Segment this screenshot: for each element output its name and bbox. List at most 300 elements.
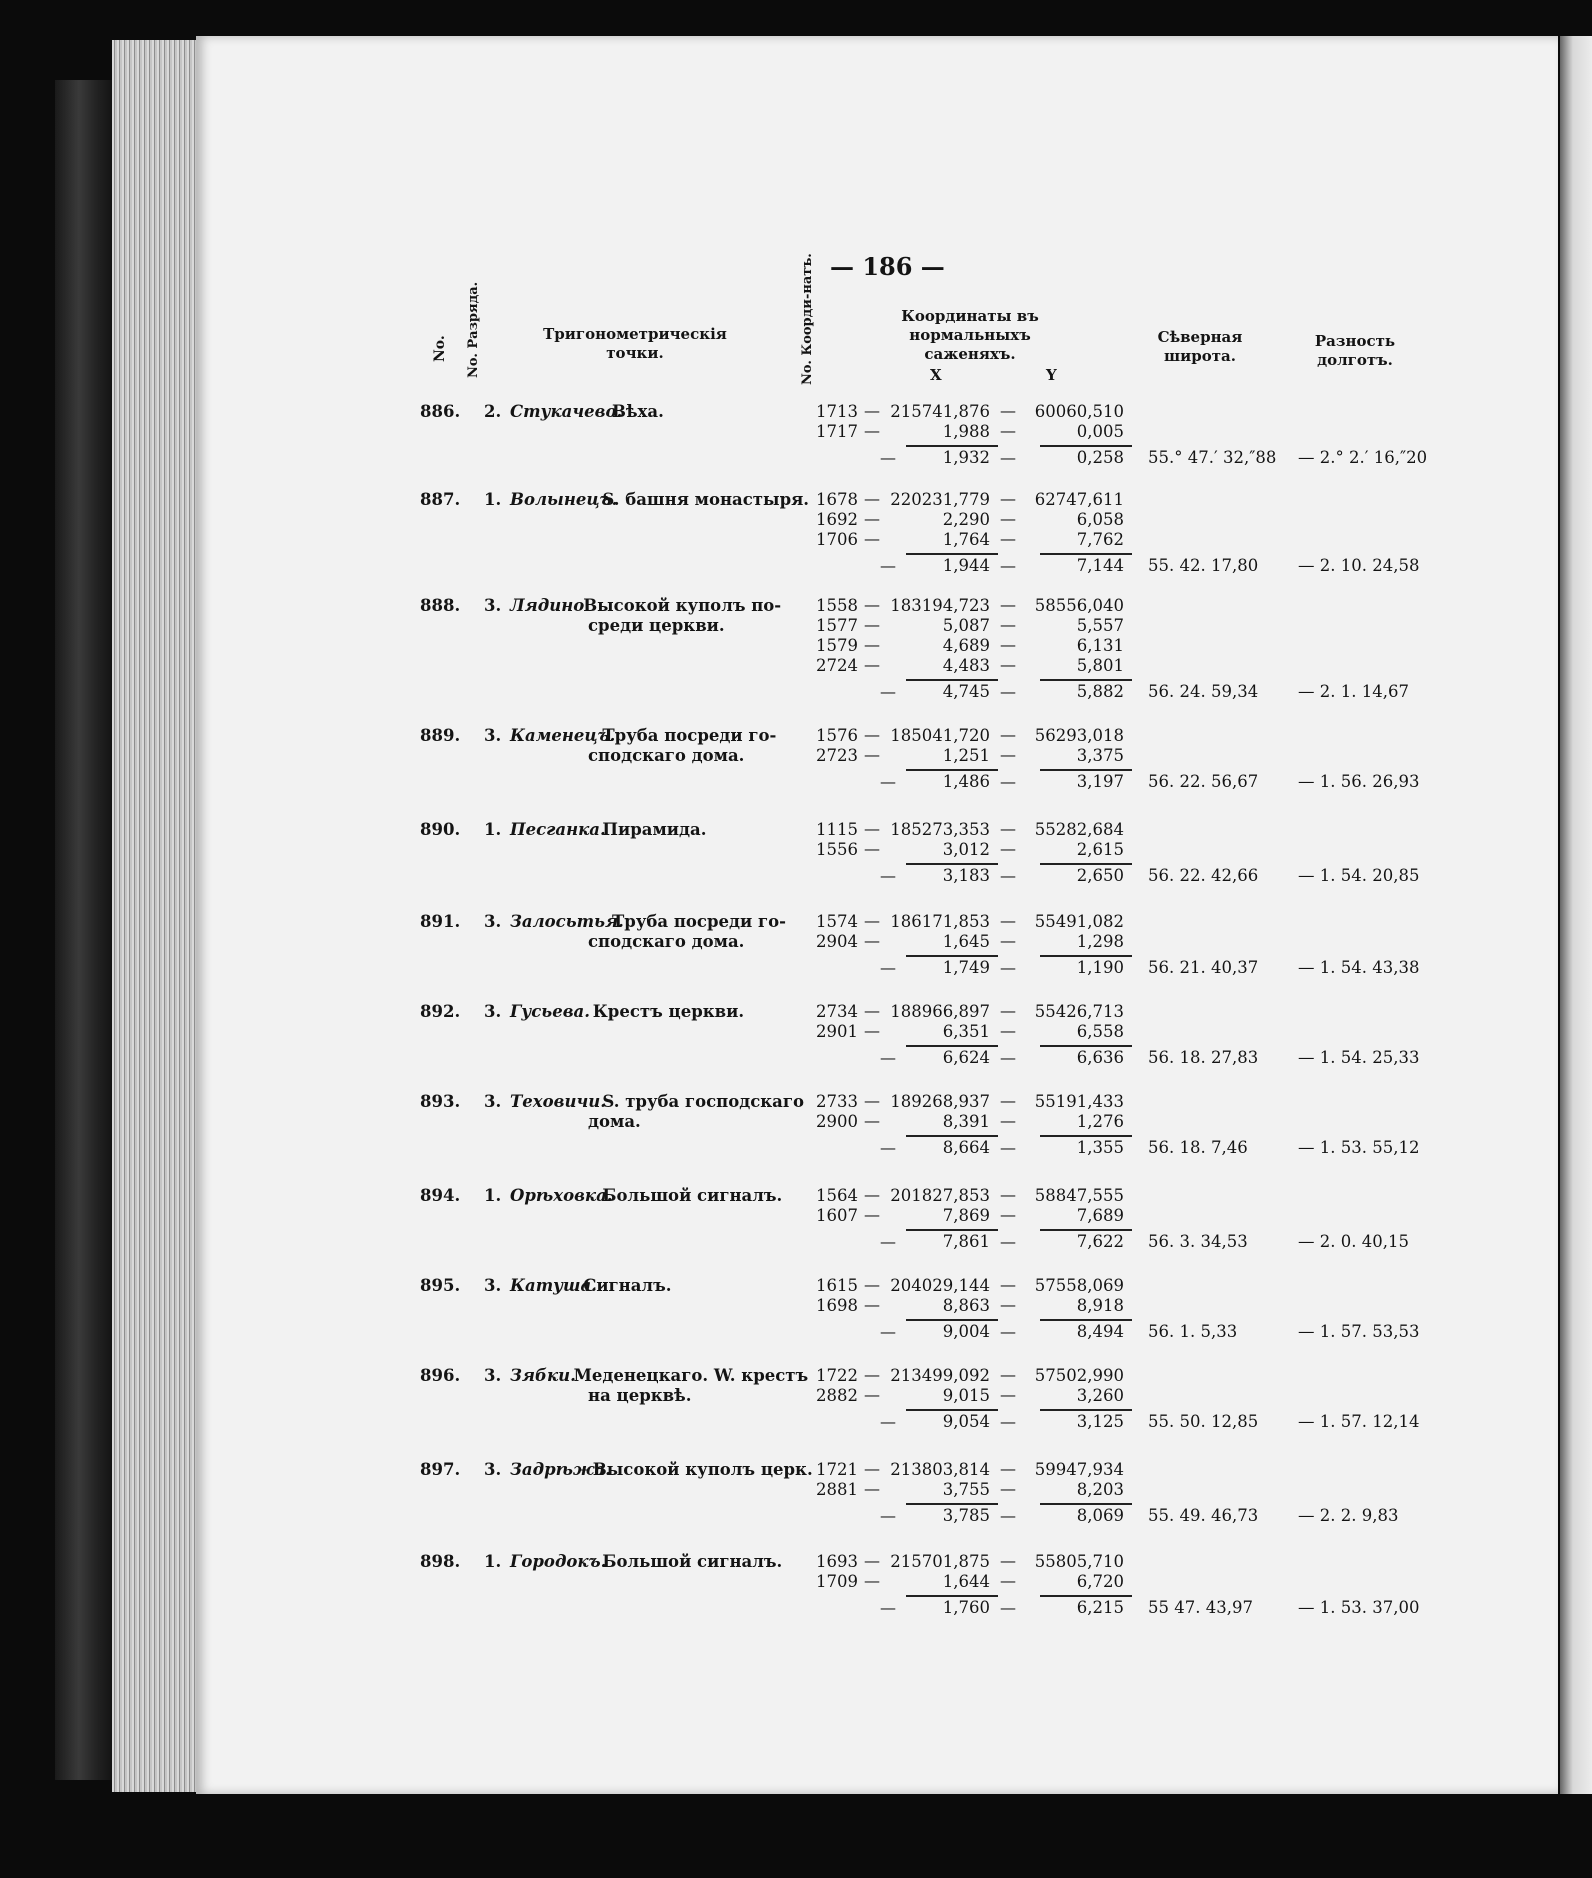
sum-rule <box>1040 1319 1132 1321</box>
coord-number: 1709 <box>816 1572 858 1591</box>
dash-separator: — <box>864 1365 880 1384</box>
entry-place: Задрѣжа. <box>510 1460 611 1479</box>
dash-separator: — <box>1000 401 1016 420</box>
coord-y: 1,298 <box>1076 932 1124 951</box>
latitude: 56. 24. 59,34 <box>1148 682 1259 701</box>
sum-rule <box>906 553 998 555</box>
coord-x: 213803,814 <box>890 1460 990 1479</box>
dash-separator: — <box>1000 1232 1016 1251</box>
entry-description: Сигналъ. <box>583 1276 672 1295</box>
dash-separator: — <box>1000 745 1016 764</box>
latitude: 56. 22. 42,66 <box>1148 866 1259 885</box>
entry-description: Большой сигналъ. <box>602 1552 783 1571</box>
coord-x: 4,689 <box>942 636 990 655</box>
result-x: 8,664 <box>942 1138 990 1157</box>
result-y: 5,882 <box>1076 682 1124 701</box>
coord-y: 6,131 <box>1076 636 1124 655</box>
dash-separator: — <box>1000 529 1016 548</box>
entry-place: Песганка. <box>510 820 606 839</box>
result-x: 1,749 <box>942 958 990 977</box>
sum-rule <box>906 1045 998 1047</box>
coord-x: 220231,779 <box>890 490 990 509</box>
entry-description: Высокой куполъ по- <box>583 596 782 615</box>
dash-separator: — <box>880 1322 896 1341</box>
entry-no: 898. <box>420 1552 461 1571</box>
coord-x: 8,391 <box>942 1112 990 1131</box>
longitude-difference: — 2. 10. 24,58 <box>1298 556 1420 575</box>
coord-y: 55191,433 <box>1034 1092 1124 1111</box>
dash-separator: — <box>1000 725 1016 744</box>
sum-rule <box>906 863 998 865</box>
coord-x: 186171,853 <box>890 912 990 931</box>
dash-separator: — <box>1000 489 1016 508</box>
header-longitude: Разность долготъ. <box>1314 332 1396 369</box>
dash-separator: — <box>864 1021 880 1040</box>
coord-y: 6,558 <box>1076 1022 1124 1041</box>
dash-separator: — <box>1000 866 1016 885</box>
dash-separator: — <box>1000 1295 1016 1314</box>
dash-separator: — <box>864 1091 880 1110</box>
result-x: 6,624 <box>942 1048 990 1067</box>
result-x: 9,004 <box>942 1322 990 1341</box>
coord-y: 57502,990 <box>1034 1366 1124 1385</box>
coord-number: 1579 <box>816 636 858 655</box>
result-y: 8,494 <box>1076 1322 1124 1341</box>
coord-x: 9,015 <box>942 1386 990 1405</box>
result-y: 6,636 <box>1076 1048 1124 1067</box>
coord-x: 201827,853 <box>890 1186 990 1205</box>
entry-place: Катуша. <box>510 1276 597 1295</box>
dash-separator: — <box>1000 772 1016 791</box>
entry-description: среди церкви. <box>588 616 725 635</box>
coord-number: 2733 <box>816 1092 858 1111</box>
latitude: 56. 1. 5,33 <box>1148 1322 1238 1341</box>
coord-y: 8,203 <box>1076 1480 1124 1499</box>
dash-separator: — <box>880 1598 896 1617</box>
dash-separator: — <box>1000 1551 1016 1570</box>
dash-separator: — <box>864 615 880 634</box>
coord-x: 6,351 <box>942 1022 990 1041</box>
result-x: 1,932 <box>942 448 990 467</box>
dash-separator: — <box>864 1275 880 1294</box>
coord-x: 215741,876 <box>890 402 990 421</box>
sum-rule <box>906 1319 998 1321</box>
header-no: No. <box>432 335 448 362</box>
coord-x: 215701,875 <box>890 1552 990 1571</box>
result-x: 1,944 <box>942 556 990 575</box>
result-x: 3,183 <box>942 866 990 885</box>
dash-separator: — <box>1000 1275 1016 1294</box>
entry-description: дома. <box>588 1112 641 1131</box>
coord-number: 2724 <box>816 656 858 675</box>
dash-separator: — <box>1000 655 1016 674</box>
entry-place: Лядино. <box>510 596 590 615</box>
dash-separator: — <box>1000 682 1016 701</box>
coord-x: 3,755 <box>942 1480 990 1499</box>
coord-y: 1,276 <box>1076 1112 1124 1131</box>
dash-separator: — <box>864 1205 880 1224</box>
coord-y: 3,375 <box>1076 746 1124 765</box>
entry-place: Теховичи. <box>510 1092 606 1111</box>
entry-class: 3. <box>484 1460 502 1479</box>
dash-separator: — <box>1000 1412 1016 1431</box>
dash-separator: — <box>1000 1365 1016 1384</box>
dash-separator: — <box>1000 1598 1016 1617</box>
dash-separator: — <box>864 655 880 674</box>
coord-number: 1692 <box>816 510 858 529</box>
coord-number: 1693 <box>816 1552 858 1571</box>
sum-rule <box>1040 1045 1132 1047</box>
latitude: 56. 3. 34,53 <box>1148 1232 1248 1251</box>
result-y: 3,197 <box>1076 772 1124 791</box>
entry-class: 3. <box>484 596 502 615</box>
coord-y: 8,918 <box>1076 1296 1124 1315</box>
entry-description: Высокой куполъ церк. <box>592 1460 813 1479</box>
longitude-difference: — 1. 53. 37,00 <box>1298 1598 1420 1617</box>
longitude-difference: — 1. 57. 12,14 <box>1298 1412 1420 1431</box>
coord-number: 2734 <box>816 1002 858 1021</box>
dash-separator: — <box>880 772 896 791</box>
dash-separator: — <box>880 866 896 885</box>
entry-place: Гусьева. <box>510 1002 590 1021</box>
dash-separator: — <box>1000 1138 1016 1157</box>
coord-x: 2,290 <box>942 510 990 529</box>
dash-separator: — <box>864 745 880 764</box>
coord-x: 7,869 <box>942 1206 990 1225</box>
entry-class: 3. <box>484 1366 502 1385</box>
dash-separator: — <box>864 1185 880 1204</box>
dash-separator: — <box>864 1571 880 1590</box>
coord-number: 1115 <box>816 820 858 839</box>
entry-description: S. труба господскаго <box>602 1092 804 1111</box>
header-coord-no: No. Коорди-натъ. <box>800 253 815 385</box>
sum-rule <box>1040 1503 1132 1505</box>
dash-separator: — <box>1000 509 1016 528</box>
coord-x: 189268,937 <box>890 1092 990 1111</box>
entry-no: 890. <box>420 820 461 839</box>
entry-description: Труба посреди го- <box>602 726 777 745</box>
longitude-difference: — 1. 54. 20,85 <box>1298 866 1420 885</box>
coord-x: 5,087 <box>942 616 990 635</box>
entry-description: Крестъ церкви. <box>592 1002 745 1021</box>
dash-separator: — <box>1000 1185 1016 1204</box>
sum-rule <box>906 1229 998 1231</box>
sum-rule <box>906 1503 998 1505</box>
coord-x: 8,863 <box>942 1296 990 1315</box>
coord-number: 1556 <box>816 840 858 859</box>
entry-place: Волынецъ. <box>510 490 618 509</box>
coord-y: 7,689 <box>1076 1206 1124 1225</box>
dash-separator: — <box>880 958 896 977</box>
coord-x: 4,483 <box>942 656 990 675</box>
coord-number: 1706 <box>816 530 858 549</box>
sum-rule <box>1040 863 1132 865</box>
entry-class: 1. <box>484 1552 502 1571</box>
coord-x: 1,645 <box>942 932 990 951</box>
entry-no: 891. <box>420 912 461 931</box>
sum-rule <box>906 679 998 681</box>
result-x: 1,486 <box>942 772 990 791</box>
coord-number: 1721 <box>816 1460 858 1479</box>
dash-separator: — <box>880 1138 896 1157</box>
header-y: Y <box>1046 366 1057 384</box>
dash-separator: — <box>864 421 880 440</box>
dash-separator: — <box>1000 1048 1016 1067</box>
result-y: 1,355 <box>1076 1138 1124 1157</box>
entry-class: 3. <box>484 912 502 931</box>
dash-separator: — <box>864 911 880 930</box>
latitude: 55. 49. 46,73 <box>1148 1506 1259 1525</box>
dash-separator: — <box>1000 1322 1016 1341</box>
dash-separator: — <box>880 1048 896 1067</box>
coord-x: 188966,897 <box>890 1002 990 1021</box>
dash-separator: — <box>1000 1111 1016 1130</box>
coord-y: 58556,040 <box>1034 596 1124 615</box>
coord-number: 1722 <box>816 1366 858 1385</box>
entry-place: Залосьтья. <box>510 912 624 931</box>
sum-rule <box>1040 1135 1132 1137</box>
entry-no: 894. <box>420 1186 461 1205</box>
coord-number: 1564 <box>816 1186 858 1205</box>
coord-y: 0,005 <box>1076 422 1124 441</box>
dash-separator: — <box>864 931 880 950</box>
dash-separator: — <box>864 725 880 744</box>
coord-number: 1576 <box>816 726 858 745</box>
coord-y: 6,058 <box>1076 510 1124 529</box>
header-x: X <box>930 366 942 384</box>
header-points: Тригонометрическія точки. <box>543 325 727 362</box>
dash-separator: — <box>864 635 880 654</box>
entry-description: Меденецкаго. W. крестъ <box>573 1366 809 1385</box>
coord-x: 185273,353 <box>890 820 990 839</box>
entry-place: Стукачево. <box>510 402 623 421</box>
dash-separator: — <box>1000 1021 1016 1040</box>
entry-description: сподскаго дома. <box>588 932 745 951</box>
coord-y: 6,720 <box>1076 1572 1124 1591</box>
coord-number: 1698 <box>816 1296 858 1315</box>
dash-separator: — <box>864 1551 880 1570</box>
entry-place: Городокъ. <box>510 1552 607 1571</box>
coord-number: 2723 <box>816 746 858 765</box>
dash-separator: — <box>864 819 880 838</box>
dash-separator: — <box>864 1479 880 1498</box>
sum-rule <box>906 769 998 771</box>
latitude: 55.° 47.′ 32,″88 <box>1148 448 1277 467</box>
dash-separator: — <box>1000 1479 1016 1498</box>
result-y: 0,258 <box>1076 448 1124 467</box>
longitude-difference: — 1. 56. 26,93 <box>1298 772 1420 791</box>
dash-separator: — <box>1000 1385 1016 1404</box>
coord-y: 2,615 <box>1076 840 1124 859</box>
dash-separator: — <box>864 529 880 548</box>
dash-separator: — <box>864 489 880 508</box>
dash-separator: — <box>864 509 880 528</box>
latitude: 55. 50. 12,85 <box>1148 1412 1259 1431</box>
dash-separator: — <box>1000 1506 1016 1525</box>
header-coords: Координаты въ нормальныхъ саженяхъ. <box>901 307 1039 363</box>
result-y: 7,622 <box>1076 1232 1124 1251</box>
result-y: 7,144 <box>1076 556 1124 575</box>
dash-separator: — <box>864 1111 880 1130</box>
longitude-difference: — 2. 0. 40,15 <box>1298 1232 1409 1251</box>
latitude: 56. 18. 27,83 <box>1148 1048 1259 1067</box>
latitude: 55 47. 43,97 <box>1148 1598 1253 1617</box>
coord-y: 56293,018 <box>1034 726 1124 745</box>
coord-y: 5,801 <box>1076 656 1124 675</box>
coord-y: 59947,934 <box>1034 1460 1124 1479</box>
dash-separator: — <box>864 1001 880 1020</box>
dash-separator: — <box>1000 556 1016 575</box>
facing-page-edge <box>1560 36 1592 1794</box>
result-x: 1,760 <box>942 1598 990 1617</box>
coord-number: 1558 <box>816 596 858 615</box>
page-number: — 186 — <box>830 252 945 281</box>
coord-x: 1,644 <box>942 1572 990 1591</box>
dash-separator: — <box>1000 615 1016 634</box>
coord-y: 57558,069 <box>1034 1276 1124 1295</box>
result-x: 3,785 <box>942 1506 990 1525</box>
coord-x: 183194,723 <box>890 596 990 615</box>
coord-y: 55282,684 <box>1034 820 1124 839</box>
dash-separator: — <box>1000 1205 1016 1224</box>
longitude-difference: — 2.° 2.′ 16,″20 <box>1298 448 1428 467</box>
dash-separator: — <box>1000 911 1016 930</box>
entry-class: 2. <box>484 402 502 421</box>
longitude-difference: — 1. 54. 25,33 <box>1298 1048 1420 1067</box>
longitude-difference: — 2. 1. 14,67 <box>1298 682 1409 701</box>
latitude: 56. 18. 7,46 <box>1148 1138 1248 1157</box>
sum-rule <box>906 1595 998 1597</box>
entry-place: Зябки. <box>510 1366 576 1385</box>
result-y: 3,125 <box>1076 1412 1124 1431</box>
coord-number: 2881 <box>816 1480 858 1499</box>
header-razryad: No. Разряда. <box>466 281 481 378</box>
coord-number: 2882 <box>816 1386 858 1405</box>
entry-description: S. башня монастыря. <box>602 490 810 509</box>
entry-place: Орѣховка. <box>510 1186 613 1205</box>
coord-x: 204029,144 <box>890 1276 990 1295</box>
sum-rule <box>1040 1595 1132 1597</box>
sum-rule <box>1040 1409 1132 1411</box>
dash-separator: — <box>1000 635 1016 654</box>
dash-separator: — <box>880 556 896 575</box>
coord-number: 2900 <box>816 1112 858 1131</box>
dash-separator: — <box>864 1459 880 1478</box>
coord-x: 1,764 <box>942 530 990 549</box>
entry-class: 3. <box>484 726 502 745</box>
entry-class: 3. <box>484 1002 502 1021</box>
entry-no: 888. <box>420 596 461 615</box>
dash-separator: — <box>1000 421 1016 440</box>
entry-no: 886. <box>420 402 461 421</box>
coord-x: 1,251 <box>942 746 990 765</box>
dash-separator: — <box>880 1412 896 1431</box>
dash-separator: — <box>1000 448 1016 467</box>
entry-description: сподскаго дома. <box>588 746 745 765</box>
latitude: 55. 42. 17,80 <box>1148 556 1259 575</box>
longitude-difference: — 1. 54. 43,38 <box>1298 958 1420 977</box>
dash-separator: — <box>1000 839 1016 858</box>
sum-rule <box>906 445 998 447</box>
result-y: 2,650 <box>1076 866 1124 885</box>
dash-separator: — <box>864 1295 880 1314</box>
coord-y: 5,557 <box>1076 616 1124 635</box>
entry-no: 893. <box>420 1092 461 1111</box>
entry-class: 1. <box>484 1186 502 1205</box>
dash-separator: — <box>864 595 880 614</box>
result-x: 4,745 <box>942 682 990 701</box>
dash-separator: — <box>1000 1571 1016 1590</box>
sum-rule <box>906 1409 998 1411</box>
result-y: 6,215 <box>1076 1598 1124 1617</box>
sum-rule <box>906 955 998 957</box>
entry-no: 895. <box>420 1276 461 1295</box>
sum-rule <box>1040 769 1132 771</box>
dash-separator: — <box>1000 1459 1016 1478</box>
coord-y: 55805,710 <box>1034 1552 1124 1571</box>
coord-y: 3,260 <box>1076 1386 1124 1405</box>
latitude: 56. 21. 40,37 <box>1148 958 1259 977</box>
entry-class: 3. <box>484 1092 502 1111</box>
entry-class: 1. <box>484 490 502 509</box>
coord-number: 1717 <box>816 422 858 441</box>
result-y: 8,069 <box>1076 1506 1124 1525</box>
entry-no: 892. <box>420 1002 461 1021</box>
sum-rule <box>1040 445 1132 447</box>
longitude-difference: — 2. 2. 9,83 <box>1298 1506 1399 1525</box>
coord-y: 7,762 <box>1076 530 1124 549</box>
sum-rule <box>906 1135 998 1137</box>
coord-number: 1607 <box>816 1206 858 1225</box>
result-x: 9,054 <box>942 1412 990 1431</box>
dash-separator: — <box>1000 1001 1016 1020</box>
coord-number: 1615 <box>816 1276 858 1295</box>
dash-separator: — <box>1000 819 1016 838</box>
dash-separator: — <box>1000 931 1016 950</box>
coord-x: 1,988 <box>942 422 990 441</box>
entry-no: 889. <box>420 726 461 745</box>
longitude-difference: — 1. 53. 55,12 <box>1298 1138 1420 1157</box>
sum-rule <box>1040 1229 1132 1231</box>
latitude: 56. 22. 56,67 <box>1148 772 1259 791</box>
coord-x: 213499,092 <box>890 1366 990 1385</box>
entry-description: Большой сигналъ. <box>602 1186 783 1205</box>
dash-separator: — <box>1000 595 1016 614</box>
dash-separator: — <box>864 839 880 858</box>
entry-class: 1. <box>484 820 502 839</box>
entry-no: 887. <box>420 490 461 509</box>
sum-rule <box>1040 955 1132 957</box>
dash-separator: — <box>880 448 896 467</box>
coord-y: 55491,082 <box>1034 912 1124 931</box>
entry-place: Каменецъ. <box>510 726 616 745</box>
sum-rule <box>1040 679 1132 681</box>
sum-rule <box>1040 553 1132 555</box>
book-binding <box>55 80 115 1780</box>
coord-number: 1574 <box>816 912 858 931</box>
coord-x: 185041,720 <box>890 726 990 745</box>
entry-class: 3. <box>484 1276 502 1295</box>
dash-separator: — <box>880 682 896 701</box>
entry-description: на церквѣ. <box>588 1386 692 1405</box>
coord-number: 1713 <box>816 402 858 421</box>
result-y: 1,190 <box>1076 958 1124 977</box>
entry-no: 896. <box>420 1366 461 1385</box>
dash-separator: — <box>1000 958 1016 977</box>
dash-separator: — <box>880 1232 896 1251</box>
coord-y: 60060,510 <box>1034 402 1124 421</box>
page-edges <box>112 40 198 1792</box>
